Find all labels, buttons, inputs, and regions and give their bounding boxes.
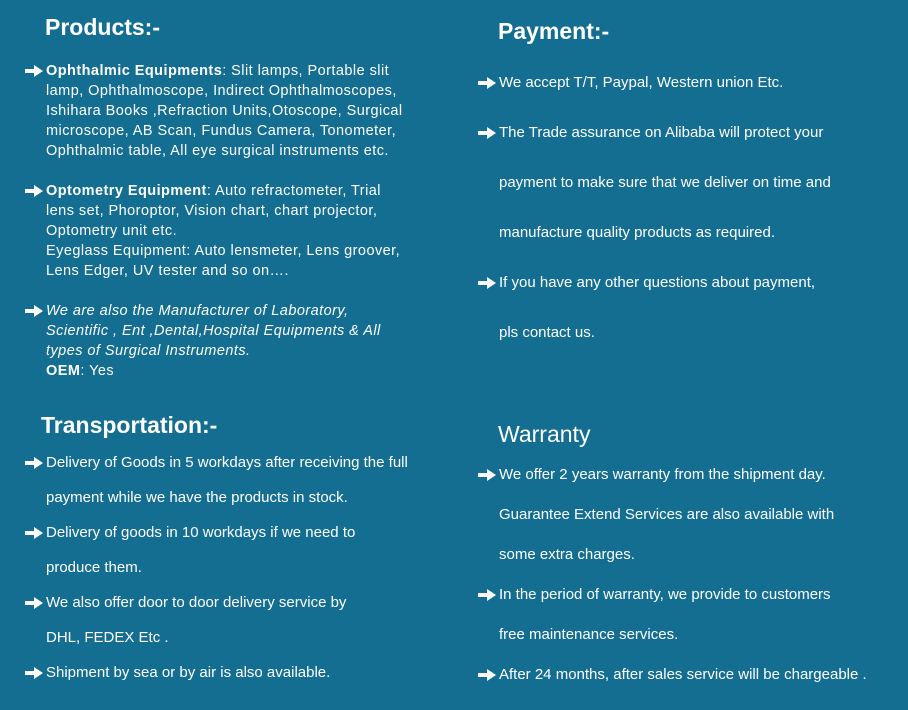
arrow-right-icon <box>477 588 497 602</box>
transportation-text: Delivery of Goods in 5 workdays after receiving the full <box>46 454 408 471</box>
payment-text: pls contact us. <box>499 324 595 341</box>
oem-label: OEM <box>46 363 81 379</box>
payment-text: The Trade assurance on Alibaba will protect your <box>499 124 824 141</box>
payment-text: payment to make sure that we deliver on time and <box>499 174 831 191</box>
transportation-text: DHL, FEDEX Etc . <box>46 629 169 646</box>
products-section <box>24 0 464 395</box>
warranty-heading: Warranty <box>498 421 591 447</box>
warranty-text: Guarantee Extend Services are also available with <box>499 506 835 523</box>
optometry-line5: Lens Edger, UV tester and so on…. <box>46 263 289 279</box>
payment-section <box>477 0 907 395</box>
arrow-right-icon <box>477 468 497 482</box>
ophthalmic-line1: : Slit lamps, Portable slit <box>222 63 390 79</box>
arrow-right-icon <box>24 666 44 680</box>
warranty-text: some extra charges. <box>499 546 635 563</box>
ophthalmic-label: Ophthalmic Equipments <box>46 63 223 79</box>
arrow-right-icon <box>477 668 497 682</box>
arrow-right-icon <box>477 276 497 290</box>
arrow-right-icon <box>24 304 44 318</box>
optometry-line2: lens set, Phoroptor, Vision chart, chart projector, <box>46 203 378 219</box>
optometry-line1: : Auto refractometer, Trial <box>206 183 381 199</box>
oem-value: : Yes <box>80 363 115 379</box>
optometry-line3: Optometry unit etc. <box>46 223 178 239</box>
transportation-text: Shipment by sea or by air is also available. <box>46 664 331 681</box>
ophthalmic-line2: lamp, Ophthalmoscope, Indirect Ophthalmoscopes, <box>46 83 397 99</box>
payment-text: If you have any other questions about payment, <box>499 274 816 291</box>
arrow-right-icon <box>477 76 497 90</box>
arrow-right-icon <box>477 126 497 140</box>
transportation-text: We also offer door to door delivery service by <box>46 594 347 611</box>
transportation-text: Delivery of goods in 10 workdays if we need to <box>46 524 356 541</box>
transportation-heading: Transportation:- <box>41 412 218 438</box>
arrow-right-icon <box>24 64 44 78</box>
products-heading: Products:- <box>45 14 160 40</box>
manufacturer-line3: types of Surgical Instruments. <box>46 343 251 359</box>
warranty-text: We offer 2 years warranty from the shipment day. <box>499 466 826 483</box>
arrow-right-icon <box>24 456 44 470</box>
ophthalmic-line3: Ishihara Books ,Refraction Units,Otoscope, Surgical <box>46 103 403 119</box>
transportation-section <box>24 395 454 710</box>
payment-text: manufacture quality products as required. <box>499 224 775 241</box>
arrow-right-icon <box>24 526 44 540</box>
arrow-right-icon <box>24 596 44 610</box>
ophthalmic-line5: Ophthalmic table, All eye surgical instruments etc. <box>46 143 389 159</box>
transportation-text: payment while we have the products in stock. <box>46 489 348 506</box>
manufacturer-line1: We are also the Manufacturer of Laboratory, <box>46 303 349 319</box>
manufacturer-line2: Scientific , Ent ,Dental,Hospital Equipments & All <box>46 323 381 339</box>
warranty-section <box>477 395 908 710</box>
arrow-right-icon <box>24 184 44 198</box>
warranty-text: After 24 months, after sales service will be chargeable . <box>499 666 867 683</box>
warranty-text: In the period of warranty, we provide to customers <box>499 586 831 603</box>
ophthalmic-line4: microscope, AB Scan, Fundus Camera, Tonometer, <box>46 123 397 139</box>
payment-heading: Payment:- <box>498 18 610 44</box>
warranty-text: free maintenance services. <box>499 626 679 643</box>
optometry-label: Optometry Equipment <box>46 183 207 199</box>
payment-text: We accept T/T, Paypal, Western union Etc. <box>499 74 784 91</box>
optometry-line4: Eyeglass Equipment: Auto lensmeter, Lens groover, <box>46 243 401 259</box>
transportation-text: produce them. <box>46 559 142 576</box>
